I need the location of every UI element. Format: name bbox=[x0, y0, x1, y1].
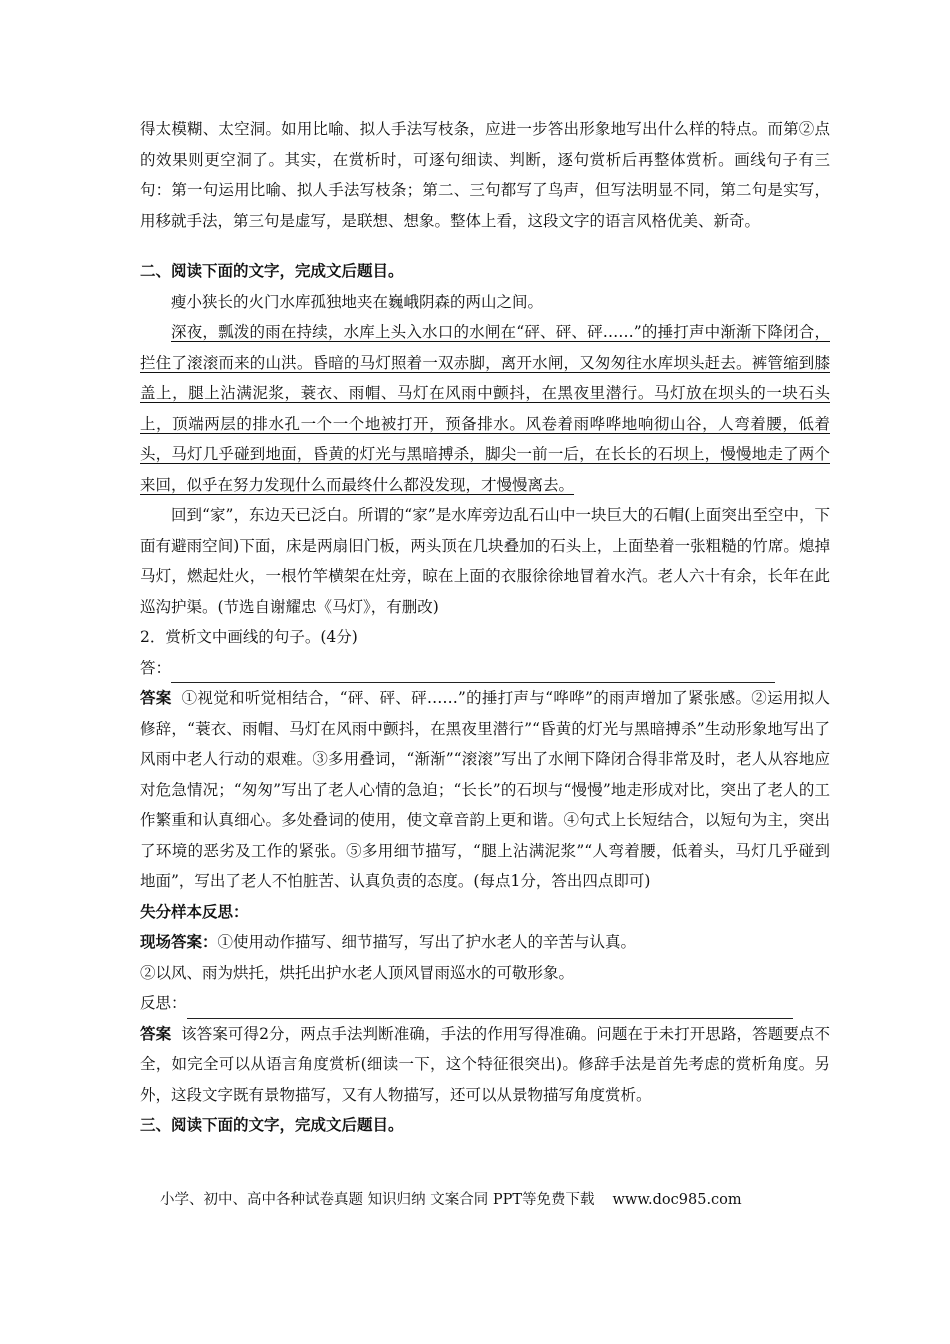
passage-paragraph-3: 回到“家”，东边天已泛白。所谓的“家”是水库旁边乱石山中一块巨大的石帽(上面突出至空中，下面有避雨空间)下面，床是两扇旧门板，两头顶在几块叠加的石头上，上面垫着一张粗糙的竹席。熄掉马灯，燃起灶火，一根竹竿横架在灶旁，晾在上面的衣服徐徐地冒着水汽。老人六十有余，长年在此巡沟护渠。(节选自谢耀忠《马灯》，有删改) bbox=[140, 506, 830, 616]
sample-answer-line-2: ②以风、雨为烘托，烘托出护水老人顶风冒雨巡水的可敬形象。 bbox=[140, 963, 575, 982]
underlined-sentences: 深夜，瓢泼的雨在持续，水库上头入水口的水闸在“砰、砰、砰……”的捶打声中渐渐下降闭合，拦住了滚滚而来的山洪。昏暗的马灯照着一双赤脚，离开水闸，又匆匆往水库坝头赶去。裤管缩到膝盖上，腿上沾满泥浆，蓑衣、雨帽、马灯在风雨中颤抖，在黑夜里潜行。马灯放在坝头的一块石头上，顶端两层的排水孔一个一个地被打开，预备排水。风卷着雨哗哗地响彻山谷，人弯着腰，低着头，马灯几乎碰到地面，昏黄的灯光与黑暗搏杀，脚尖一前一后，在长长的石坝上，慢慢地走了两个来回，似乎在努力发现什么而最终什么都没发现，才慢慢离去。 bbox=[140, 323, 830, 494]
section-3-heading: 三、阅读下面的文字，完成文后题目。 bbox=[140, 1115, 404, 1134]
answer-label: 答案 bbox=[140, 688, 172, 707]
answer-prompt: 答： bbox=[140, 658, 172, 677]
passage-paragraph-1: 瘦小狭长的火门水库孤独地夹在巍峨阴森的两山之间。 bbox=[171, 292, 544, 311]
answer-2-block bbox=[140, 1019, 830, 1111]
footer-text: 小学、初中、高中各种试卷真题 知识归纳 文案合同 PPT等免费下载 bbox=[160, 1192, 595, 1208]
sample-answer-text-1: ①使用动作描写、细节描写，写出了护水老人的辛苦与认真。 bbox=[217, 933, 637, 951]
reflection-blank-line bbox=[187, 998, 793, 1019]
section-2-block bbox=[140, 256, 830, 1141]
answer-2-label: 答案 bbox=[140, 1023, 172, 1043]
footer-url[interactable]: www.doc985.com bbox=[612, 1192, 742, 1208]
reflection-heading: 失分样本反思： bbox=[140, 901, 249, 921]
answer-block bbox=[140, 683, 830, 897]
section-2-heading: 二、阅读下面的文字，完成文后题目。 bbox=[140, 261, 404, 280]
reflection-prompt: 反思： bbox=[140, 994, 187, 1012]
intro-block bbox=[140, 114, 830, 236]
answer-blank-line bbox=[171, 662, 775, 683]
question-2: 2．赏析文中画线的句子。(4分) bbox=[140, 628, 358, 646]
answer-2-text: 该答案可得2分，两点手法判断准确，手法的作用写得准确。问题在于未打开思路，答题要点不全，如完全可以从语言角度赏析(细读一下，这个特征很突出)。修辞手法是首先考虑的赏析角度。另外，这段文字既有景物描写，又有人物描写，还可以从景物描写角度赏析。 bbox=[140, 1024, 830, 1104]
sample-answer-label: 现场答案： bbox=[140, 932, 218, 951]
footer bbox=[160, 1188, 800, 1209]
intro-paragraph: 得太模糊、太空洞。如用比喻、拟人手法写枝条，应进一步答出形象地写出什么样的特点。而第②点的效果则更空洞了。其实，在赏析时，可逐句细读、判断，逐句赏析后再整体赏析。画线句子有三句：第一句运用比喻、拟人手法写枝条；第二、三句都写了鸟声，但写法明显不同，第二句是实写，用移就手法，第三句是虚写，是联想、想象。整体上看，这段文字的语言风格优美、新奇。 bbox=[140, 120, 830, 230]
answer-prompt-row bbox=[140, 653, 830, 684]
passage-paragraph-2-underlined bbox=[140, 317, 830, 500]
reflection-prompt-row bbox=[140, 988, 830, 1019]
answer-text: ①视觉和听觉相结合，“砰、砰、砰……”的捶打声与“哗哗”的雨声增加了紧张感。②运用拟人修辞，“蓑衣、雨帽、马灯在风雨中颤抖，在黑夜里潜行”“昏黄的灯光与黑暗搏杀”生动形象地写出了风雨中老人行动的艰难。③多用叠词，“渐渐”“滚滚”写出了水闸下降闭合得非常及时，老人从容地应对危急情况；“匆匆”写出了老人心情的急迫；“长长”的石坝与“慢慢”地走形成对比，突出了老人的工作繁重和认真细心。多处叠词的使用，使文章音韵上更和谐。④句式上长短结合，以短句为主，突出了环境的恶劣及工作的紧张。⑤多用细节描写，“腿上沾满泥浆”“人弯着腰，低着头，马灯几乎碰到地面”，写出了老人不怕脏苦、认真负责的态度。(每点1分，答出四点即可) bbox=[140, 689, 830, 890]
sample-answer-line-1 bbox=[140, 927, 830, 958]
